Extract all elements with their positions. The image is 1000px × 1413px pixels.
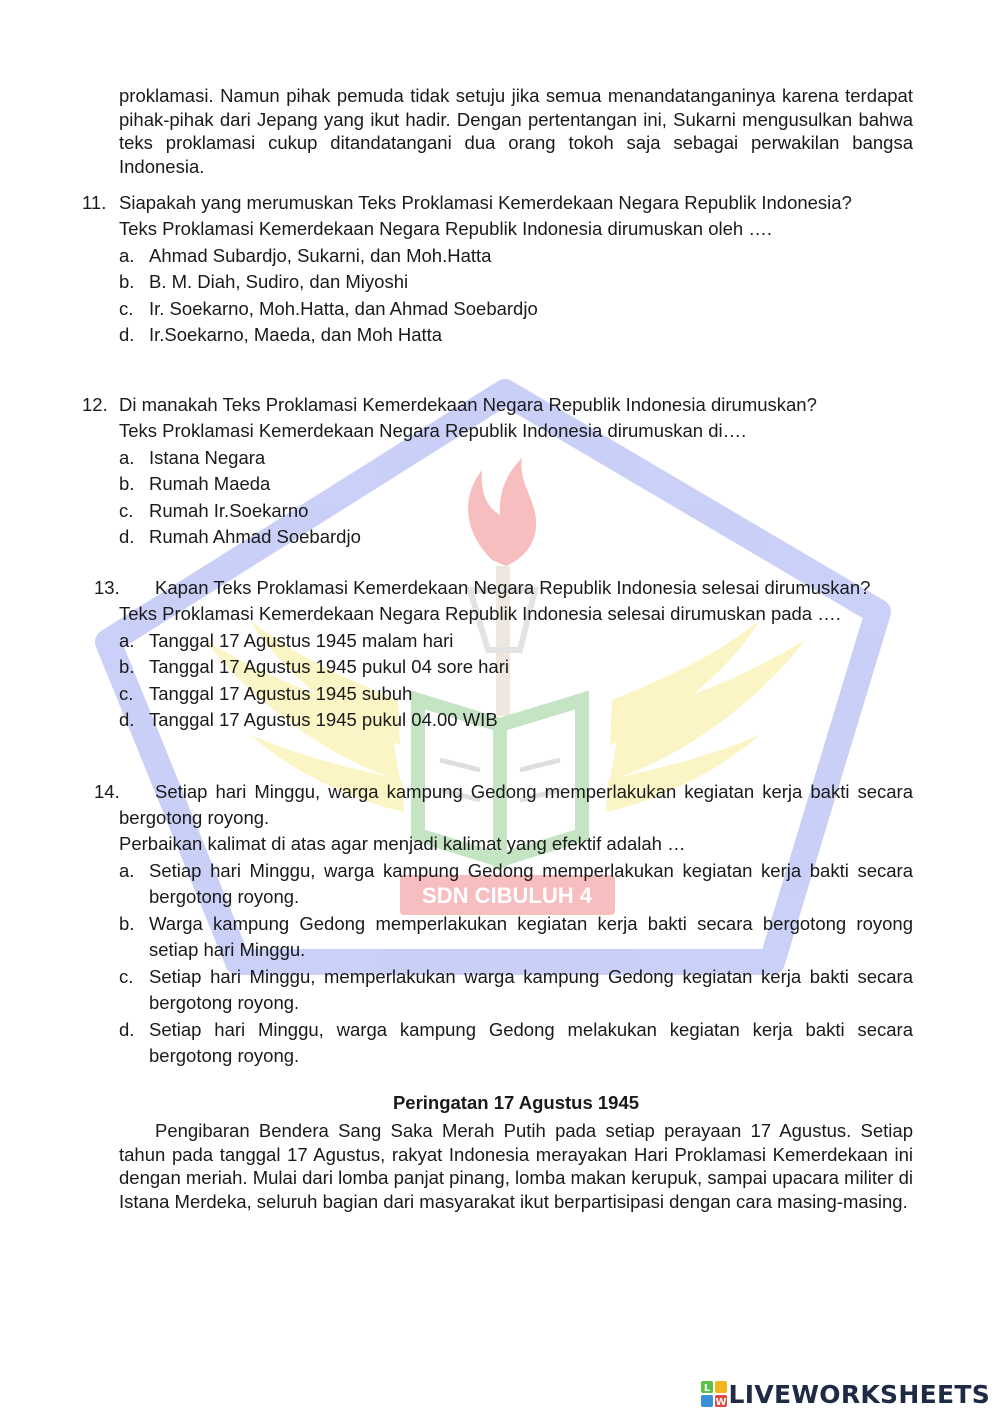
question-12: [0, 392, 1000, 551]
liveworksheets-icon: [701, 1381, 727, 1407]
answer-option[interactable]: [119, 681, 913, 708]
option-letter: b.: [119, 271, 135, 292]
option-text: B. M. Diah, Sudiro, dan Miyoshi: [149, 271, 409, 292]
liveworksheets-logo[interactable]: [701, 1378, 990, 1410]
option-text: Ahmad Subardjo, Sukarni, dan Moh.Hatta: [149, 244, 492, 266]
question-number: 13.: [94, 577, 120, 598]
option-letter: d.: [119, 526, 135, 547]
option-letter: a.: [119, 629, 135, 651]
option-text: Setiap hari Minggu, memperlakukan warga kampung Gedong kegiatan kerja bakti secara bergotong royong.: [149, 965, 913, 1013]
answer-option[interactable]: [119, 322, 913, 349]
answer-option[interactable]: [119, 524, 913, 551]
question-13: [0, 575, 1000, 734]
liveworksheets-wordmark: LIVEWORKSHEETS: [728, 1379, 990, 1409]
question-11: [0, 190, 1000, 349]
svg-text:L: L: [703, 1383, 710, 1394]
option-text: Setiap hari Minggu, warga kampung Gedong melakukan kegiatan kerja bakti secara bergotong royong.: [149, 1018, 913, 1066]
answer-option[interactable]: [119, 964, 913, 1017]
answer-option[interactable]: [119, 471, 913, 498]
option-letter: b.: [119, 473, 135, 494]
question-prompt: Teks Proklamasi Kemerdekaan Negara Republik Indonesia selesai dirumuskan pada ….: [119, 603, 841, 624]
answer-option[interactable]: [119, 269, 913, 296]
question-prompt: Teks Proklamasi Kemerdekaan Negara Republik Indonesia dirumuskan di….: [119, 420, 747, 441]
option-text: Tanggal 17 Agustus 1945 pukul 04.00 WIB: [149, 709, 498, 730]
answer-option[interactable]: [119, 445, 913, 472]
option-letter: c.: [119, 297, 134, 319]
option-letter: a.: [119, 859, 135, 881]
option-letter: d.: [119, 1018, 135, 1040]
answer-option[interactable]: [119, 498, 913, 525]
answer-option[interactable]: [119, 911, 913, 964]
option-text: Rumah Maeda: [149, 473, 271, 494]
option-text: Ir.Soekarno, Maeda, dan Moh Hatta: [149, 324, 443, 345]
question-text: Kapan Teks Proklamasi Kemerdekaan Negara Republik Indonesia selesai dirumuskan?: [155, 577, 871, 598]
option-text: Tanggal 17 Agustus 1945 malam hari: [149, 629, 454, 651]
answer-option[interactable]: [119, 296, 913, 323]
question-text: Siapakah yang merumuskan Teks Proklamasi Kemerdekaan Negara Republik Indonesia?: [119, 192, 852, 213]
option-letter: c.: [119, 499, 134, 521]
intro-paragraph: proklamasi. Namun pihak pemuda tidak setuju jika semua menandatanganinya karena terdapat pihak-pihak dari Jepang yang ikut hadir. Dengan pertentangan ini, Sukarni mengusulkan bahwa teks proklamasi cukup ditandatangani dua orang tokoh saja sebagai perwakilan bangsa Indonesia.: [119, 85, 913, 177]
option-text: Rumah Ir.Soekarno: [149, 499, 309, 521]
answer-option[interactable]: [119, 243, 913, 270]
answer-option[interactable]: [119, 654, 913, 681]
question-text: Setiap hari Minggu, warga kampung Gedong memperlakukan kegiatan kerja bakti secara bergotong royong.: [119, 781, 913, 828]
option-text: Istana Negara: [149, 446, 266, 468]
option-text: Setiap hari Minggu, warga kampung Gedong memperlakukan kegiatan kerja bakti secara bergotong royong.: [149, 859, 913, 907]
option-letter: c.: [119, 965, 134, 987]
option-text: Tanggal 17 Agustus 1945 subuh: [149, 682, 413, 704]
answer-option[interactable]: [119, 628, 913, 655]
answer-option[interactable]: [119, 707, 913, 734]
answer-option[interactable]: [119, 1017, 913, 1070]
emblem-school-name: SDN CIBULUH 4: [422, 883, 592, 908]
question-prompt: Perbaikan kalimat di atas agar menjadi kalimat yang efektif adalah …: [119, 833, 686, 854]
option-text: Tanggal 17 Agustus 1945 pukul 04 sore hari: [149, 656, 509, 677]
option-letter: b.: [119, 912, 135, 934]
option-letter: c.: [119, 682, 134, 704]
option-text: Warga kampung Gedong memperlakukan kegiatan kerja bakti secara bergotong royong setiap hari Minggu.: [149, 912, 913, 960]
option-letter: b.: [119, 656, 135, 677]
option-letter: a.: [119, 244, 135, 266]
reading-title: Peringatan 17 Agustus 1945: [392, 1092, 640, 1113]
answer-option[interactable]: [119, 858, 913, 911]
option-letter: a.: [119, 446, 135, 468]
option-text: Ir. Soekarno, Moh.Hatta, dan Ahmad Soebardjo: [149, 297, 538, 319]
question-14: [0, 779, 1000, 1070]
question-number: 12.: [82, 394, 108, 415]
option-letter: d.: [119, 709, 135, 730]
reading-body: Pengibaran Bendera Sang Saka Merah Putih pada setiap perayaan 17 Agustus. Setiap tahun pada tanggal 17 Agustus, rakyat Indonesia merayakan Hari Proklamasi Kemerdekaan ini dengan meriah. Mulai dari lomba panjat pinang, lomba makan kerupuk, sampai upacara militer di Istana Merdeka, seluruh bagian dari masyarakat ikut berpartisipasi dengan cara masing-masing.: [119, 1120, 913, 1212]
option-text: Rumah Ahmad Soebardjo: [149, 526, 361, 547]
question-number: 11.: [82, 192, 107, 213]
question-prompt: Teks Proklamasi Kemerdekaan Negara Republik Indonesia dirumuskan oleh ….: [119, 218, 772, 239]
question-number: 14.: [94, 781, 120, 802]
svg-text:W: W: [715, 1397, 727, 1407]
question-text: Di manakah Teks Proklamasi Kemerdekaan Negara Republik Indonesia dirumuskan?: [119, 394, 817, 415]
option-letter: d.: [119, 324, 135, 345]
